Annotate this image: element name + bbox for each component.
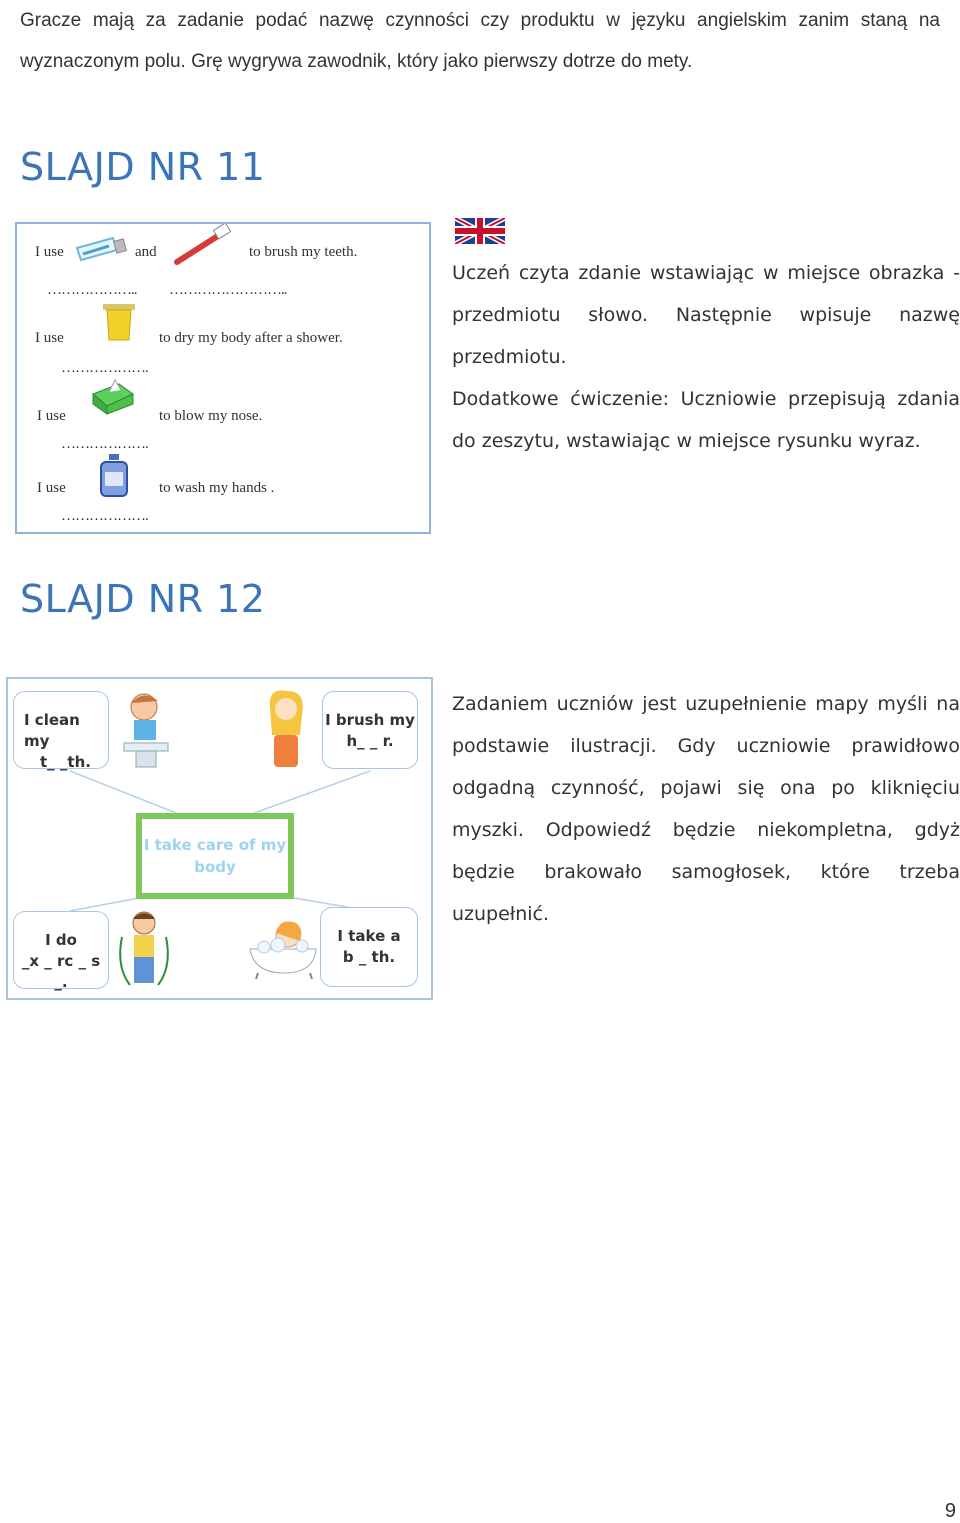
slide12-heading: SLAJD NR 12	[20, 577, 266, 621]
center-line2: body	[194, 858, 236, 876]
mindmap-node-clean-teeth	[13, 691, 109, 769]
node-br-line1: I take a	[337, 927, 401, 945]
boy-exercising-icon	[116, 907, 172, 991]
mindmap-node-exercise	[13, 911, 109, 989]
ws-row1-and: and	[135, 244, 157, 260]
slide12-description	[452, 683, 960, 935]
boy-brushing-teeth-icon	[118, 687, 178, 771]
ws-row2-blank: ……………….	[61, 360, 148, 376]
mindmap-node-brush-hair	[322, 691, 418, 769]
node-bl-line1: I do	[45, 931, 77, 949]
ws-row1-blank1: ………………..	[47, 282, 137, 298]
slide11-paragraph1: Uczeń czyta zdanie wstawiając w miejsce obrazka - przedmiotu słowo. Następnie wpisuje nazwę przedmiotu.	[452, 262, 960, 368]
intro-paragraph	[20, 0, 940, 82]
node-bl-line2: _x _ rc _ s _.	[21, 952, 101, 991]
mindmap-center-node	[136, 813, 294, 899]
ws-row2-start: I use	[35, 330, 64, 346]
center-line1: I take care of my	[143, 836, 287, 854]
page-number: 9	[944, 1500, 956, 1522]
towel-icon	[99, 300, 139, 346]
toothpaste-icon	[73, 228, 133, 268]
slide11-heading: SLAJD NR 11	[20, 145, 266, 189]
ws-row4-blank: ……………….	[61, 508, 148, 524]
worksheet-image	[15, 222, 431, 534]
soap-dispenser-icon	[93, 452, 133, 500]
slide12-paragraph: Zadaniem uczniów jest uzupełnienie mapy myśli na podstawie ilustracji. Gdy uczniowie prawidłowo odgadną czynność, pojawi się ona po kliknięciu myszki. Odpowiedź będzie niekompletna, gdyż będzie brakowało samogłosek, które trzeba uzupełnić.	[452, 693, 960, 925]
slide11-description	[452, 252, 960, 462]
ws-row3-end: to blow my nose.	[159, 408, 263, 424]
ws-row3-start: I use	[37, 408, 66, 424]
ws-row4-end: to wash my hands .	[159, 480, 275, 496]
node-tr-line1: I brush my	[325, 711, 415, 729]
slide11-paragraph2: Dodatkowe ćwiczenie: Uczniowie przepisują zdania do zeszytu, wstawiając w miejsce rysunku wyraz.	[452, 388, 960, 452]
ws-row1-start: I use	[35, 244, 64, 260]
node-br-line2: b _ th.	[342, 948, 396, 966]
node-tl-line2: t_ _th.	[40, 753, 91, 771]
uk-flag-icon	[455, 218, 505, 244]
mindmap-node-bath	[320, 907, 418, 987]
tissue-box-icon	[89, 376, 137, 416]
ws-row1-blank2: ……………………..	[169, 282, 287, 298]
girl-taking-bath-icon	[244, 915, 320, 981]
toothbrush-icon	[171, 224, 235, 268]
node-tr-line2: h_ _ r.	[346, 732, 394, 750]
mindmap-image	[6, 677, 433, 1000]
ws-row4-start: I use	[37, 480, 66, 496]
ws-row3-blank: ……………….	[61, 436, 148, 452]
ws-row2-end: to dry my body after a shower.	[159, 330, 343, 346]
intro-text: Gracze mają za zadanie podać nazwę czynności czy produktu w języku angielskim zanim staną na wyznaczonym polu. Grę wygrywa zawodnik, który jako pierwszy dotrze do mety.	[20, 10, 940, 72]
ws-row1-end: to brush my teeth.	[249, 244, 358, 260]
girl-brushing-hair-icon	[258, 685, 314, 775]
node-tl-line1: I clean my	[24, 711, 80, 750]
